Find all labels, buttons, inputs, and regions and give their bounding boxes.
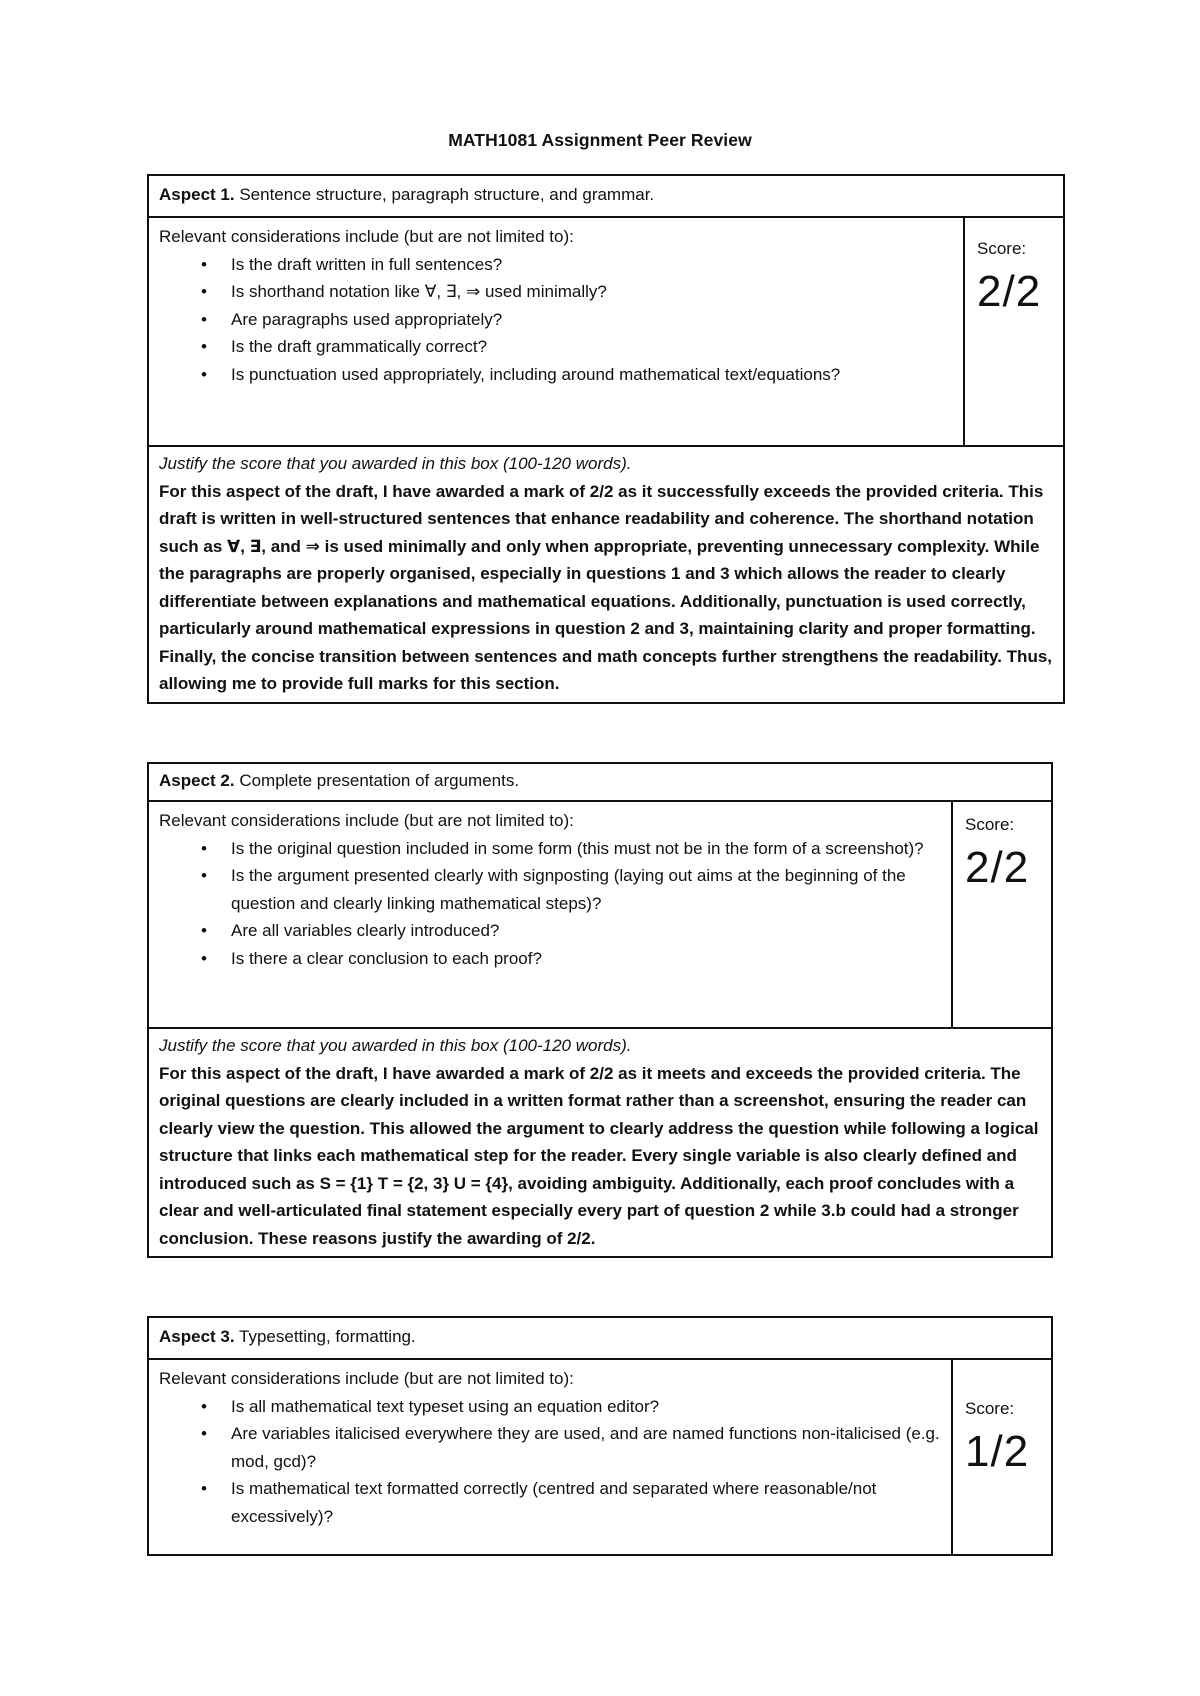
aspect-3-header [149, 1318, 1051, 1360]
aspect-1-table [147, 174, 1065, 704]
aspect-2-label: Aspect 2. [159, 771, 235, 790]
aspect-2-justification-box [149, 1029, 1051, 1256]
aspect-3-considerations-list [159, 1393, 941, 1531]
aspect-2-considerations-list [159, 835, 941, 973]
aspect-1-score-label: Score: [977, 239, 1027, 258]
aspect-3-score-label: Score: [965, 1399, 1015, 1418]
aspect-1-justification-box [149, 447, 1063, 702]
aspect-2-table [147, 762, 1053, 1258]
list-item: • Is mathematical text formatted correctly (centred and separated where reasonable/not excessively)? [177, 1475, 941, 1530]
aspect-3-table [147, 1316, 1053, 1556]
aspect-1-score-value: 2/2 [977, 267, 1042, 316]
aspect-3-score-value: 1/2 [965, 1427, 1030, 1476]
aspect-2-considerations-intro: Relevant considerations include (but are not limited to): [159, 811, 574, 830]
aspect-1-heading: Sentence structure, paragraph structure, and grammar. [239, 185, 655, 204]
aspect-2-considerations [149, 802, 951, 1027]
aspect-2-score-label: Score: [965, 815, 1015, 834]
aspect-1-considerations-intro: Relevant considerations include (but are not limited to): [159, 227, 574, 246]
aspect-1-label: Aspect 1. [159, 185, 235, 204]
aspect-1-header [149, 176, 1063, 218]
list-item: • Is shorthand notation like ∀, ∃, ⇒ used minimally? [177, 278, 953, 306]
aspect-2-header [149, 764, 1051, 802]
aspect-1-justify-prompt: Justify the score that you awarded in this box (100-120 words). [159, 454, 632, 473]
list-item: • Is all mathematical text typeset using an equation editor? [177, 1393, 941, 1421]
aspect-1-score-cell [963, 218, 1063, 445]
aspect-1-considerations-list [159, 251, 953, 389]
aspect-2-score-value: 2/2 [965, 843, 1030, 892]
aspect-3-considerations-row [149, 1360, 1051, 1554]
list-item: • Is the original question included in some form (this must not be in the form of a screenshot)? [177, 835, 941, 863]
list-item: • Are all variables clearly introduced? [177, 917, 941, 945]
aspect-2-justify-prompt: Justify the score that you awarded in this box (100-120 words). [159, 1036, 632, 1055]
aspect-2-considerations-row [149, 802, 1051, 1029]
list-item: • Are variables italicised everywhere they are used, and are named functions non-italicised (e.g. mod, gcd)? [177, 1420, 941, 1475]
list-item: • Is there a clear conclusion to each proof? [177, 945, 941, 973]
aspect-2-score-cell [951, 802, 1051, 1027]
list-item: • Is the draft written in full sentences? [177, 251, 953, 279]
list-item: • Is the draft grammatically correct? [177, 333, 953, 361]
list-item: • Is punctuation used appropriately, including around mathematical text/equations? [177, 361, 953, 389]
aspect-1-considerations [149, 218, 963, 445]
aspect-3-label: Aspect 3. [159, 1327, 235, 1346]
aspect-3-heading: Typesetting, formatting. [239, 1327, 416, 1346]
aspect-1-justification-text: For this aspect of the draft, I have awarded a mark of 2/2 as it successfully exceeds the provided criteria. This draft is written in well-structured sentences that enhance readability and coherence. The shorthand notation such as ∀, ∃, and ⇒ is used minimally and only when appropriate, preventing unnecessary complexity. While the paragraphs are properly organised, especially in questions 1 and 3 which allows the reader to clearly differentiate between explanations and mathematical equations. Additionally, punctuation is used correctly, particularly around mathematical expressions in question 2 and 3, maintaining clarity and proper formatting. Finally, the concise transition between sentences and math concepts further strengthens the readability. Thus, allowing me to provide full marks for this section. [159, 481, 1053, 693]
list-item: • Is the argument presented clearly with signposting (laying out aims at the beginning of the question and clearly linking mathematical steps)? [177, 862, 941, 917]
list-item: • Are paragraphs used appropriately? [177, 306, 953, 334]
aspect-3-score-cell [951, 1360, 1051, 1554]
aspect-3-considerations-intro: Relevant considerations include (but are not limited to): [159, 1369, 574, 1388]
aspect-3-considerations [149, 1360, 951, 1554]
page-title: MATH1081 Assignment Peer Review [448, 130, 752, 150]
aspect-2-heading: Complete presentation of arguments. [239, 771, 520, 790]
aspect-2-justification-text: For this aspect of the draft, I have awarded a mark of 2/2 as it meets and exceeds the provided criteria. The original questions are clearly included in a written format rather than a screenshot, ensuring the reader can clearly view the question. This allowed the argument to clearly address the question while following a logical structure that links each mathematical step for the reader. Every single variable is also clearly defined and introduced such as S = {1} T = {2, 3} U = {4}, avoiding ambiguity. Additionally, each proof concludes with a clear and well-articulated final statement especially every part of question 2 while 3.b could had a stronger conclusion. These reasons justify the awarding of 2/2. [159, 1063, 1039, 1248]
aspect-1-considerations-row [149, 218, 1063, 447]
